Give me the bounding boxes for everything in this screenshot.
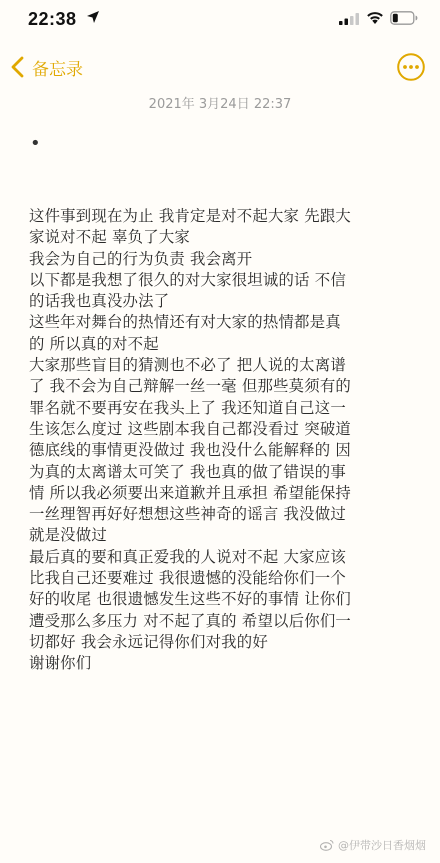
note-line: 生该怎么度过 这些剧本我自己都没看过 突破道 [29, 419, 351, 438]
watermark [320, 837, 426, 853]
signal-icon [339, 13, 359, 25]
status-time: 22:38 [28, 9, 77, 29]
note-line: 遭受那么多压力 对不起了真的 希望以后你们一 [29, 611, 351, 630]
note-line: 我会为自己的行为负责 我会离开 [29, 249, 253, 268]
note-line: 的 所以真的对不起 [29, 334, 159, 353]
weibo-icon [320, 839, 334, 851]
location-arrow-icon [86, 10, 100, 24]
note-line: 切都好 我会永远记得你们对我的好 [29, 632, 268, 651]
note-line: 为真的太离谱太可笑了 我也真的做了错误的事 [29, 462, 346, 481]
note-line: 德底线的事情更没做过 我也没什么能解释的 因 [29, 441, 351, 460]
note-line: 最后真的要和真正爱我的人说对不起 大家应该 [29, 547, 346, 566]
note-line: 这些年对舞台的热情还有对大家的热情都是真 [29, 313, 341, 332]
navigation-bar [0, 44, 440, 88]
note-line: 就是没做过 [29, 526, 107, 545]
back-button[interactable] [10, 52, 83, 82]
ellipsis-circle-icon[interactable] [396, 52, 426, 82]
note-line: 一丝理智再好好想想这些神奇的谣言 我没做过 [29, 505, 346, 524]
status-bar [0, 0, 440, 40]
back-label: 备忘录 [32, 59, 83, 80]
note-line: 以下都是我想了很久的对大家很坦诚的话 不信 [29, 270, 346, 289]
note-line: 这件事到现在为止 我肯定是对不起大家 先跟大 [29, 207, 351, 225]
note-line: 家说对不起 辜负了大家 [29, 228, 190, 247]
note-line: 好的收尾 也很遗憾发生这些不好的事情 让你们 [29, 590, 351, 609]
note-line: 罪名就不要再安在我头上了 我还知道自己这一 [29, 398, 346, 417]
chevron-left-icon [10, 56, 26, 78]
note-line: 情 所以我必须要出来道歉并且承担 希望能保持 [29, 483, 351, 502]
note-line: 大家那些盲目的猜测也不必了 把人说的太离谱 [29, 356, 346, 375]
note-line: 的话我也真没办法了 [29, 292, 170, 311]
note-line: 谢谢你们 [29, 654, 92, 673]
note-body[interactable] [29, 206, 419, 675]
watermark-text: @伊带沙日香烟烟 [338, 839, 426, 852]
battery-icon [390, 11, 418, 25]
note-line: 比我自己还要难过 我很遗憾的没能给你们一个 [29, 569, 346, 588]
list-bullet: • [30, 133, 41, 154]
wifi-icon [366, 11, 384, 25]
note-line: 了 我不会为自己辩解一丝一毫 但那些莫须有的 [29, 377, 351, 396]
note-date: 2021年 3月24日 22:37 [148, 97, 292, 112]
